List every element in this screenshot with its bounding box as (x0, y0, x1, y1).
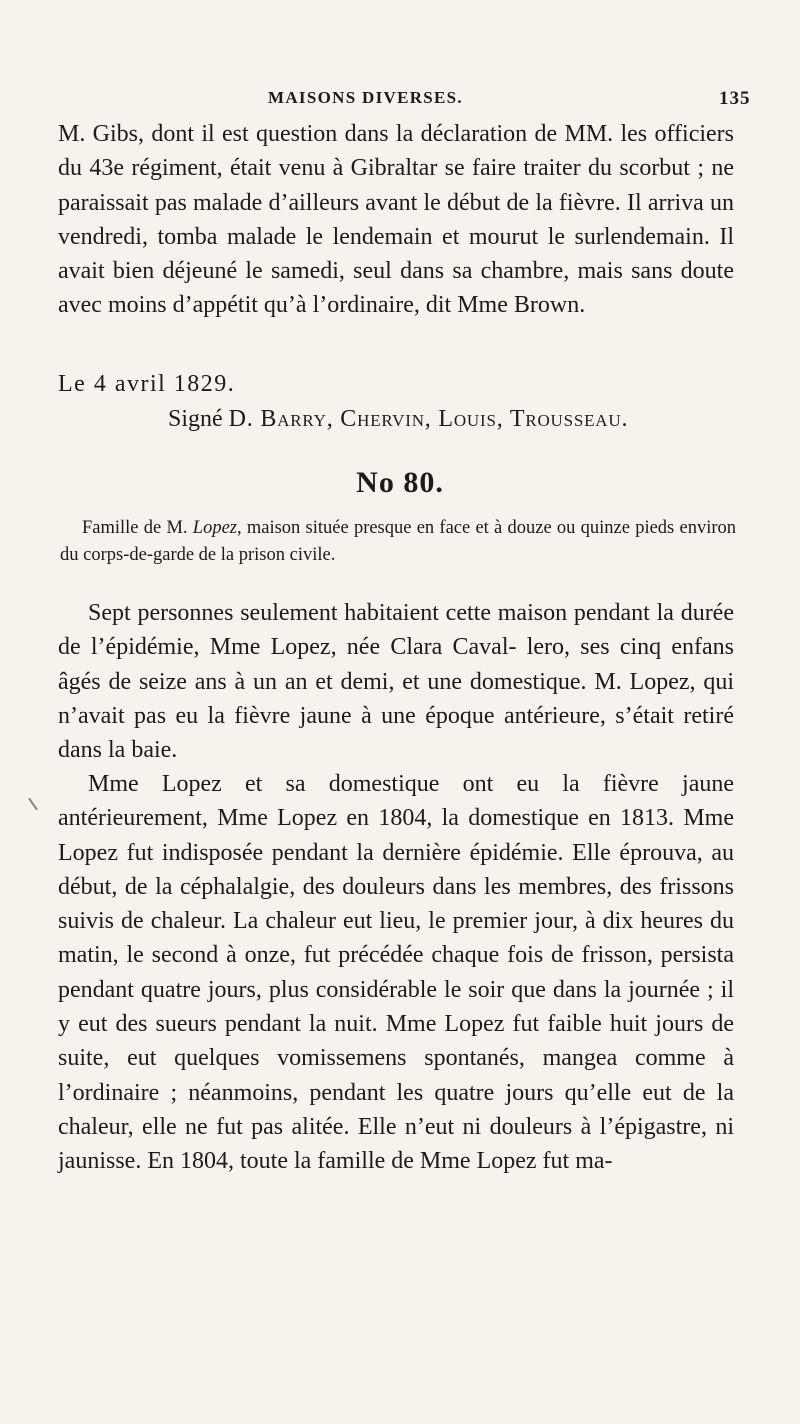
signature-names: D. Barry, Chervin, Louis, Trousseau. (228, 406, 629, 432)
signature-prefix: Signé (168, 406, 223, 432)
section-note-name: Lopez (192, 518, 237, 538)
paragraph-household: Sept personnes seulement habitaient cette maison pendant la durée de l’épidémie, Mme Lopez, née Clara Caval- lero, ses cinq enfans âgés de seize ans à un an et demi, et une domestique. M. Lopez, qui n’avait pas eu la fièvre jaune à une époque antérieure, s’était retiré dans la baie. (58, 600, 734, 764)
paragraph-gibs: M. Gibs, dont il est question dans la déclaration de MM. les officiers du 43e régiment, était venu à Gibraltar se faire traiter du scorbut ; ne paraissait pas malade d’ailleurs avant le début de la fièvre. Il arriva un vendredi, tomba malade le lendemain et mourut le surlendemain. Il avait bien déjeuné le samedi, seul dans sa chambre, mais sans doute avec moins d’appétit qu’à l’ordinaire, dit Mme Brown. (58, 121, 734, 319)
margin-mark (28, 798, 38, 811)
date-line: Le 4 avril 1829. (58, 371, 236, 397)
running-title: MAISONS DIVERSES. (268, 88, 463, 107)
section-note-rest: , maison située presque en face et à douze ou quinze pieds environ du corps-de-garde de la prison civile. (60, 518, 737, 565)
section-number: No 80. (356, 466, 444, 499)
paragraph-illness: Mme Lopez et sa domestique ont eu la fièvre jaune antérieurement, Mme Lopez en 1804, la domestique en 1813. Mme Lopez fut indisposée pendant la dernière épidémie. Elle éprouva, au début, de la céphalalgie, des douleurs dans les membres, des frissons suivis de chaleur. La chaleur eut lieu, le premier jour, à dix heures du matin, le second à onze, fut précédée chaque fois de frisson, persista pendant quatre jours, plus considérable le soir que dans la journée ; il y eut des sueurs pendant la nuit. Mme Lopez fut faible huit jours de suite, eut quelques vomissemens spontanés, mangea comme à l’ordinaire ; néanmoins, pendant les quatre jours qu’elle eut de la chaleur, elle ne fut pas alitée. Elle n’eut ni douleurs à l’épigastre, ni jaunisse. En 1804, toute la famille de Mme Lopez fut ma- (58, 771, 734, 1175)
page-number: 135 (719, 88, 751, 109)
running-head (0, 88, 800, 116)
section-note (60, 515, 736, 569)
signature-line (168, 406, 628, 433)
section-note-prefix: Famille de M. (82, 518, 188, 538)
